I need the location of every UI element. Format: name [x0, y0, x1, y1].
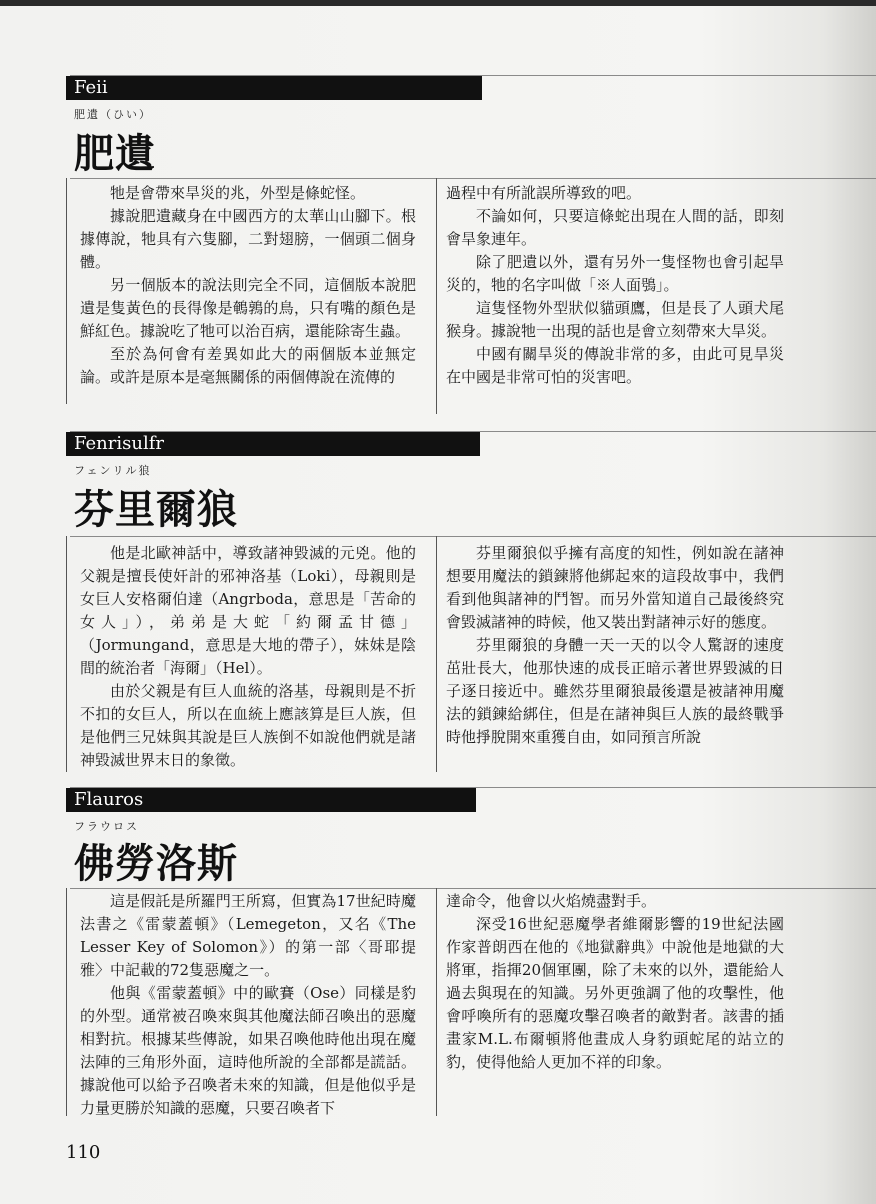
page-number: 110 [66, 1142, 101, 1163]
entry-reading: フェンリル狼 [74, 464, 152, 477]
entry-left-column [80, 182, 416, 389]
entry-header-bar [66, 788, 476, 812]
paragraph: 芬里爾狼的身體一天一天的以令人驚訝的速度茁壯長大，他那快速的成長正暗示著世界毀滅的日子逐日接近中。雖然芬里爾狼最後還是被諸神用魔法的鎖鍊給綁住，但是在諸神與巨人族的最終戰爭時他掙脫開來重獲自由，如同預言所說 [446, 636, 784, 746]
column-divider [436, 536, 437, 772]
paragraph: 芬里爾狼似乎擁有高度的知性，例如說在諸神想要用魔法的鎖鍊將他綁起來的這段故事中，我們看到他與諸神的鬥智。而另外當知道自己最後終究會毀滅諸神的時候，他又裝出對諸神示好的態度。 [446, 544, 784, 631]
entry-header: Flauros [74, 789, 144, 810]
paragraph: 由於父親是有巨人血統的洛基，母親則是不折不扣的女巨人，所以在血統上應該算是巨人族，但是他們三兄妹與其說是巨人族倒不如說他們就是諸神毀滅世界末日的象徵。 [80, 682, 416, 769]
paragraph: 除了肥遺以外，還有另外一隻怪物也會引起旱災的，牠的名字叫做「※人面鴞」。 [446, 253, 784, 294]
book-page [0, 6, 876, 1204]
entry-header-bar [66, 432, 480, 456]
column-divider [436, 178, 437, 414]
entry-title: 芬里爾狼 [74, 487, 238, 533]
column-left-rule [66, 536, 67, 772]
paragraph: 深受16世紀惡魔學者維爾影響的19世紀法國作家普朗西在他的《地獄辭典》中說他是地獄的大將軍，指揮20個軍團，除了未來的以外，還能給人過去與現在的知識。另外更強調了他的攻擊性，他會呼喚所有的惡魔攻擊召喚者的敵對者。該書的插畫家M.L.布爾頓將他畫成人身豹頭蛇尾的站立的豹，使得他給人更加不祥的印象。 [446, 915, 784, 1071]
entry-header: Fenrisulfr [74, 433, 164, 454]
paragraph: 過程中有所訛誤所導致的吧。 [446, 184, 642, 202]
entry-left-column [80, 542, 416, 772]
entry-title: 肥遺 [74, 131, 156, 177]
paragraph: 達命令，他會以火焰燒盡對手。 [446, 892, 657, 910]
entry-right-column [446, 542, 784, 749]
paragraph: 中國有關旱災的傳說非常的多，由此可見旱災在中國是非常可怕的災害吧。 [446, 345, 784, 386]
paragraph: 他是北歐神話中，導致諸神毀滅的元兇。他的父親是擅長使奸計的邪神洛基（Loki），母親則是女巨人安格爾伯達（Angrboda，意思是「苦命的女人」），弟弟是大蛇「約爾孟甘德」（Jormungand，意思是大地的帶子），妹妹是陰間的統治者「海爾」（Hel）。 [80, 544, 416, 677]
entry-reading: フラウロス [74, 820, 139, 833]
entry-left-column [80, 890, 416, 1120]
column-left-rule [66, 178, 67, 404]
paragraph: 至於為何會有差異如此大的兩個版本並無定論。或許是原本是毫無關係的兩個傳說在流傳的 [80, 345, 416, 386]
column-left-rule [66, 888, 67, 1116]
entry-header: Feii [74, 77, 108, 98]
entry-right-column [446, 182, 784, 389]
paragraph: 不論如何，只要這條蛇出現在人間的話，即刻會旱象連年。 [446, 207, 784, 248]
paragraph: 另一個版本的說法則完全不同，這個版本說肥遺是隻黃色的長得像是鵪鶉的鳥，只有嘴的顏色是鮮紅色。據說吃了牠可以治百病，還能除寄生蟲。 [80, 276, 416, 340]
paragraph: 牠是會帶來旱災的兆，外型是條蛇怪。 [110, 184, 366, 202]
paragraph: 這是假託是所羅門王所寫，但實為17世紀時魔法書之《雷蒙蓋頓》（Lemegeton，又名《The Lesser Key of Solomon》）的第一部〈哥耶提雅〉中記載的72隻惡魔之一。 [80, 892, 416, 979]
paragraph: 他與《雷蒙蓋頓》中的歐賽（Ose）同樣是豹的外型。通常被召喚來與其他魔法師召喚出的惡魔相對抗。根據某些傳說，如果召喚他時他出現在魔法陣的三角形外面，這時他所說的全部都是謊話。據說他可以給予召喚者未來的知識，但是他似乎是力量更勝於知識的惡魔，只要召喚者下 [80, 984, 416, 1117]
entry-reading: 肥遺（ひい） [74, 108, 152, 121]
paragraph: 據說肥遺藏身在中國西方的太華山山腳下。根據傳說，牠具有六隻腳，二對翅膀，一個頭二個身體。 [80, 207, 416, 271]
entry-right-column [446, 890, 784, 1074]
title-rule [70, 178, 876, 179]
title-rule [70, 888, 876, 889]
paragraph: 這隻怪物外型狀似貓頭鷹，但是長了人頭犬尾猴身。據說牠一出現的話也是會立刻帶來大旱災。 [446, 299, 784, 340]
column-divider [436, 888, 437, 1116]
entry-title: 佛勞洛斯 [74, 841, 238, 887]
entry-header-bar [66, 76, 482, 100]
title-rule [70, 536, 876, 537]
